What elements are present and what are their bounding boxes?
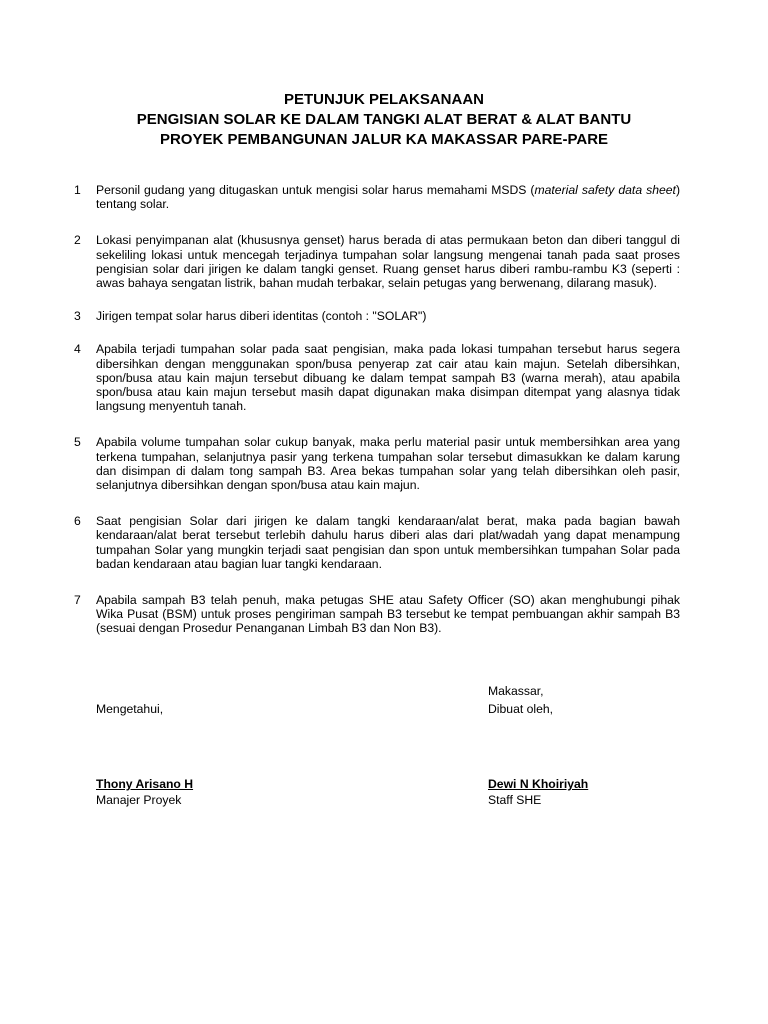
item-number: 5	[74, 435, 81, 450]
signature-right-name: Dewi N Khoiriyah	[488, 777, 589, 791]
signature-left-role: Manajer Proyek	[96, 793, 182, 807]
item-text: Apabila terjadi tumpahan solar pada saat pengisian, maka pada lokasi tumpahan tersebut harus segera dibersihkan dengan menggunakan spon/busa penyerap zat cair atau kain majun. Setelah dibersihkan, spon/busa atau kain majun tersebut dibuang ke dalam tempat sampah B3 (warna merah), atau apabila spon/busa atau kain majun tersebut masih dapat digunakan maka disimpan ditempat yang alasnya tidak langsung menyentuh tanah.	[96, 342, 680, 414]
signature-right-label: Dibuat oleh,	[488, 702, 554, 716]
item-number: 2	[74, 233, 81, 248]
list-item	[74, 342, 680, 413]
list-item	[74, 514, 680, 571]
item-number: 4	[74, 342, 81, 357]
item-text: Lokasi penyimpanan alat (khususnya genset) harus berada di atas permukaan beton dan diberi tanggul di sekeliling lokasi untuk mencegah terjadinya tumpahan solar langsung mengenai tanah pada saat proses pengisian solar dari jirigen ke dalam tangki genset. Ruang genset harus diberi rambu-rambu K3 (seperti : awas bahaya sengatan listrik, bahan mudah terbakar, selain petugas yang berwenang, dilarang masuk).	[96, 233, 680, 291]
item-text-part: ) tentang solar.	[96, 183, 680, 212]
signature-left-name: Thony Arisano H	[96, 777, 194, 791]
list-item	[74, 435, 680, 492]
title-line-3: PROYEK PEMBANGUNAN JALUR KA MAKASSAR PARE-PARE	[159, 131, 609, 148]
document-title	[0, 90, 768, 150]
item-text: Saat pengisian Solar dari jirigen ke dalam tangki kendaraan/alat berat, maka pada bagian bawah kendaraan/alat berat tersebut terlebih dahulu harus diberi alas dari plat/wadah yang dapat menampung tumpahan Solar yang mungkin terjadi saat pengisian dan spon untuk membersihkan tumpahan Solar pada badan kendaraan atau bagian luar tangki kendaraan.	[96, 514, 680, 571]
list-item	[74, 183, 680, 211]
item-number: 1	[74, 183, 81, 197]
list-item	[74, 233, 680, 290]
item-text	[96, 183, 680, 211]
item-text: Jirigen tempat solar harus diberi identitas (contoh : "SOLAR")	[96, 309, 427, 324]
title-line-1: PETUNJUK PELAKSANAAN	[283, 91, 485, 108]
item-number: 7	[74, 593, 81, 608]
signature-right-role: Staff SHE	[488, 793, 542, 807]
item-text: Apabila sampah B3 telah penuh, maka petugas SHE atau Safety Officer (SO) akan menghubungi pihak Wika Pusat (BSM) untuk proses pengiriman sampah B3 tersebut ke tempat pembuangan akhir sampah B3 (sesuai dengan Prosedur Penanganan Limbah B3 dan Non B3).	[96, 593, 680, 636]
signature-left-label: Mengetahui,	[96, 702, 164, 716]
item-text-part: Personil gudang yang ditugaskan untuk mengisi solar harus memahami MSDS (	[96, 183, 535, 197]
item-text-italic: material safety data sheet	[534, 183, 676, 197]
item-text: Apabila volume tumpahan solar cukup banyak, maka perlu material pasir untuk membersihkan area yang terkena tumpahan, selanjutnya pasir yang terkena tumpahan solar tersebut dimasukkan ke dalam karung dan disimpan di dalam tong sampah B3. Area bekas tumpahan solar yang telah dibersihkan oleh pasir, selanjutnya dibersihkan dengan spon/busa atau kain majun.	[96, 435, 680, 493]
list-item	[74, 309, 680, 323]
item-number: 6	[74, 514, 81, 529]
list-item	[74, 593, 680, 636]
item-number: 3	[74, 309, 81, 324]
title-line-2: PENGISIAN SOLAR KE DALAM TANGKI ALAT BERAT & ALAT BANTU	[136, 111, 632, 128]
signature-place: Makassar,	[488, 684, 544, 698]
instruction-list	[74, 183, 680, 636]
